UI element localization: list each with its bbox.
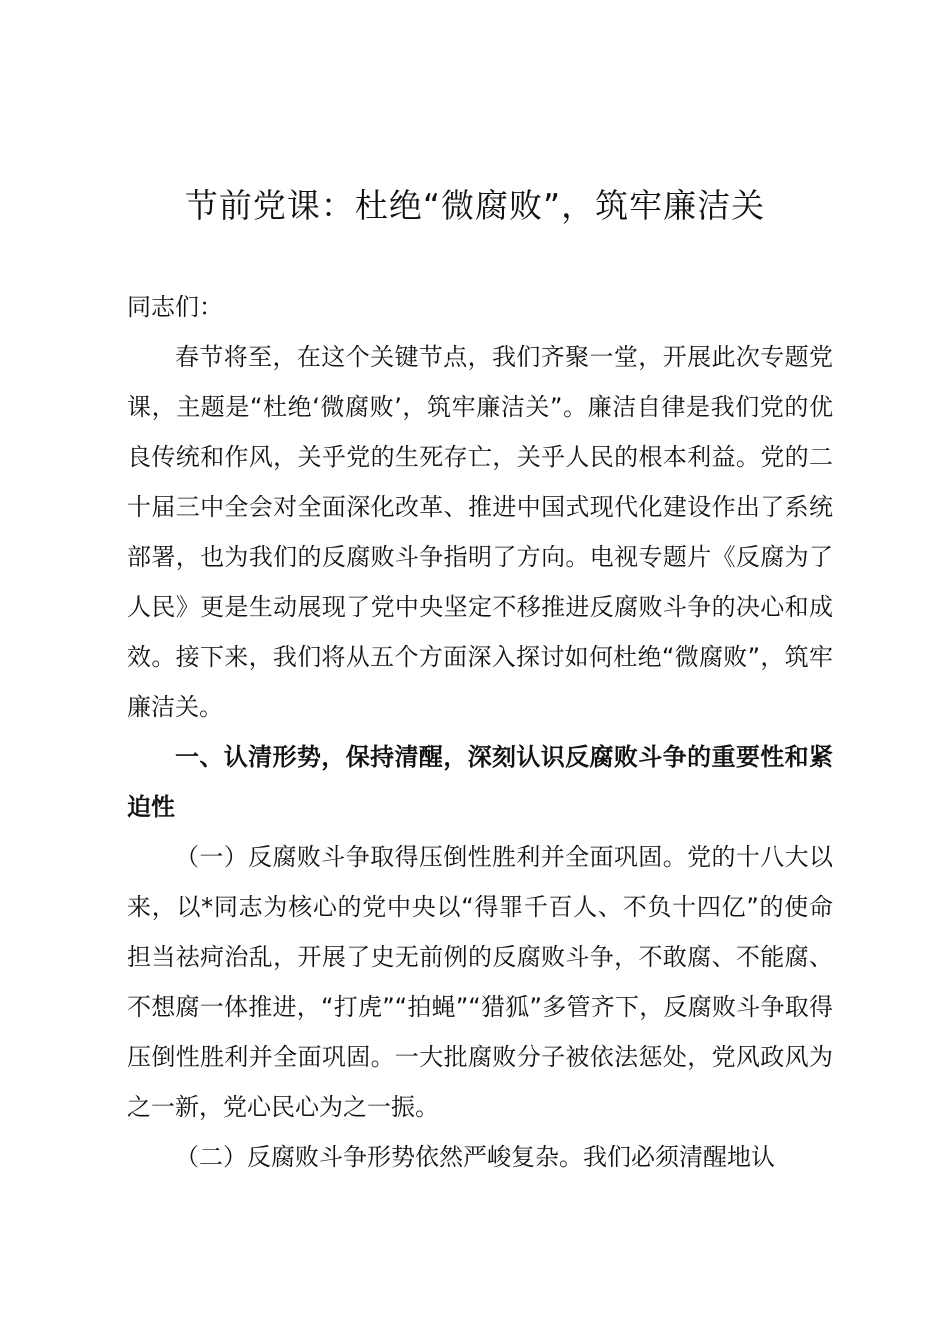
- document-title: 节前党课：杜绝“微腐败”，筑牢廉洁关: [184, 186, 766, 225]
- intro-paragraph: 春节将至，在这个关键节点，我们齐聚一堂，开展此次专题党课，主题是“杜绝‘微腐败’，筑牢廉洁关”。廉洁自律是我们党的优良传统和作风，关乎党的生死存亡，关乎人民的根本利益。党的二十届三中全会对全面深化改革、推进中国式现代化建设作出了系统部署，也为我们的反腐败斗争指明了方向。电视专题片《反腐为了人民》更是生动展现了党中央坚定不移推进反腐败斗争的决心和成效。接下来，我们将从五个方面深入探讨如何杜绝“微腐败”，筑牢廉洁关。: [127, 343, 833, 721]
- subsection-paragraph-1: （一）反腐败斗争取得压倒性胜利并全面巩固。党的十八大以来，以*同志为核心的党中央以“得罪千百人、不负十四亿”的使命担当祛疴治乱，开展了史无前例的反腐败斗争，不敢腐、不能腐、不想腐一体推进，“打虎”“拍蝇”“猎狐”多管齐下，反腐败斗争取得压倒性胜利并全面巩固。一大批腐败分子被依法惩处，党风政风为之一新，党心民心为之一振。: [127, 843, 833, 1121]
- salutation: 同志们：: [127, 293, 223, 321]
- section-heading-1: 一、认清形势，保持清醒，深刻认识反腐败斗争的重要性和紧迫性: [127, 743, 833, 821]
- document-body: [127, 282, 833, 1182]
- subsection-paragraph-2: （二）反腐败斗争形势依然严峻复杂。我们必须清醒地认: [175, 1143, 775, 1171]
